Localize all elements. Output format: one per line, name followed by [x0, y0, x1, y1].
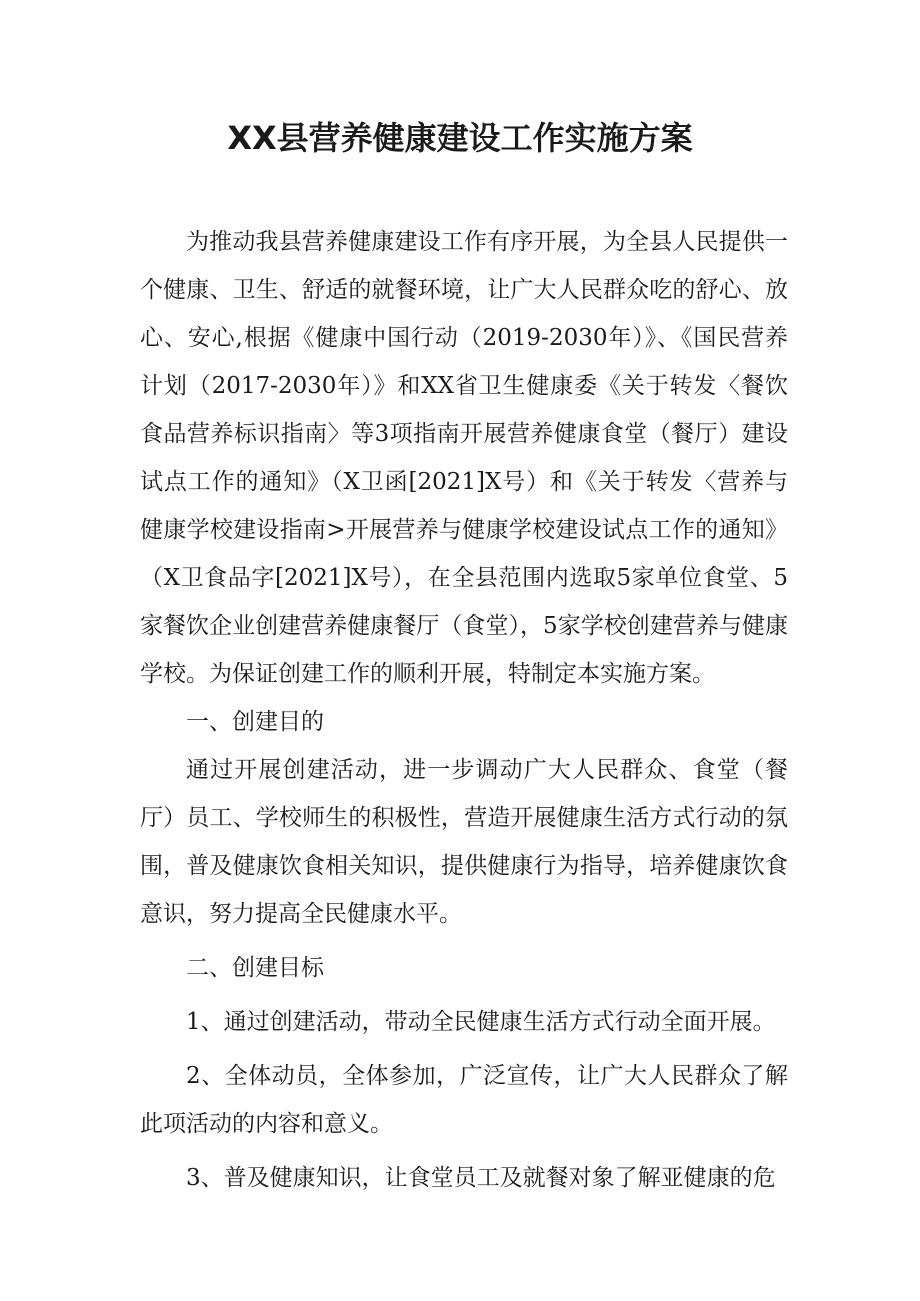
- goal-item-3: 3、普及健康知识，让食堂员工及就餐对象了解亚健康的危: [186, 1165, 776, 1191]
- document-body: [140, 218, 788, 1202]
- section-heading-goals: 二、创建目标: [186, 955, 324, 981]
- goal-item-2: 2、全体动员，全体参加，广泛宣传，让广大人民群众了解此项活动的内容和意义。: [140, 1063, 788, 1137]
- goal-item-1: 1、通过创建活动，带动全民健康生活方式行动全面开展。: [186, 1009, 776, 1035]
- purpose-paragraph: 通过开展创建活动，进一步调动广大人民群众、食堂（餐厅）员工、学校师生的积极性，营造开展健康生活方式行动的氛围，普及健康饮食相关知识，提供健康行为指导，培养健康饮食意识，努力提高全民健康水平。: [140, 757, 788, 927]
- section-heading-purpose: 一、创建目的: [186, 709, 324, 735]
- intro-paragraph: 为推动我县营养健康建设工作有序开展，为全县人民提供一个健康、卫生、舒适的就餐环境，让广大人民群众吃的舒心、放心、安心,根据《健康中国行动（2019-2030年）》、《国民营养计划（2017-2030年）》和XX省卫生健康委《关于转发〈餐饮食品营养标识指南〉等3项指南开展营养健康食堂（餐厅）建设试点工作的通知》（X卫函[2021]X号）和《关于转发〈营养与健康学校建设指南>开展营养与健康学校建设试点工作的通知》（X卫食品字[2021]X号），在全县范围内选取5家单位食堂、5家餐饮企业创建营养健康餐厅（食堂），5家学校创建营养与健康学校。为保证创建工作的顺利开展，特制定本实施方案。: [140, 229, 788, 687]
- document-title: XX县营养健康建设工作实施方案: [227, 119, 693, 157]
